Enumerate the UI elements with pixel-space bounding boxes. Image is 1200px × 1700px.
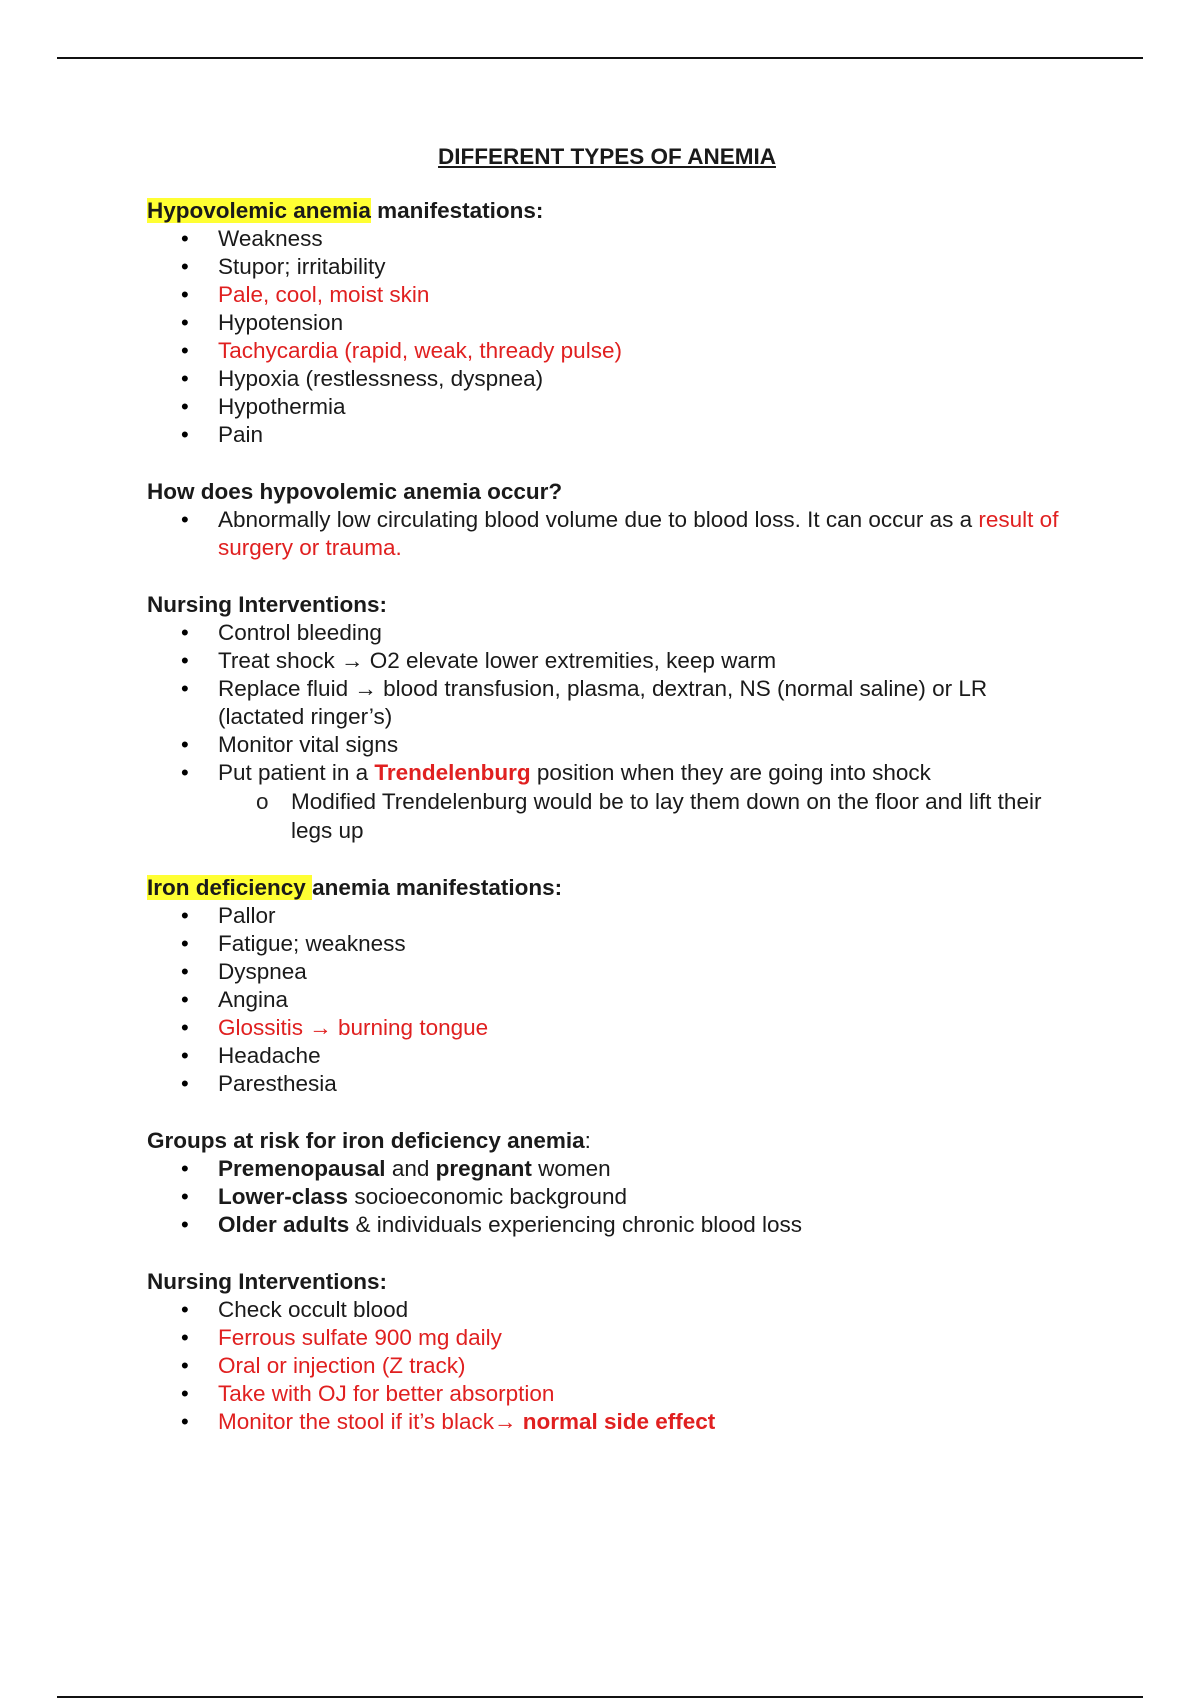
list-item: • Ferrous sulfate 900 mg daily [147,1324,1067,1352]
risk-pregnant: pregnant [435,1156,532,1181]
section-how-occur [147,477,1067,562]
top-rule [57,57,1143,59]
risk-lower-class: Lower-class [218,1184,349,1209]
risk-older-adults: Older adults [218,1212,350,1237]
list-item [147,759,1067,845]
section-nursing-interventions-2 [147,1267,1067,1436]
list-item [147,1211,1067,1239]
page-title: DIFFERENT TYPES OF ANEMIA [438,144,776,169]
section-nursing-interventions-1 [147,590,1067,845]
list-item: • Glossitis → burning tongue [147,1014,1067,1042]
list-item: • Angina [147,986,1067,1014]
heading-iron-rest: anemia manifestations: [312,875,563,900]
risk-premenopausal: Premenopausal [218,1156,386,1181]
list-risk [147,1155,1067,1239]
heading-how-occur: How does hypovolemic anemia occur? [147,479,563,504]
heading-nursing-1: Nursing Interventions: [147,592,388,617]
risk-text: and [385,1156,436,1181]
list-item [147,1408,1067,1436]
list-item: • Control bleeding [147,619,1067,647]
heading-iron [147,873,1067,902]
list-nursing-1 [147,619,1067,845]
list-item: • Hypotension [147,309,1067,337]
heading-risk [147,1126,1067,1155]
list-hypovolemic [147,225,1067,449]
list-item [147,1155,1067,1183]
how-text-red: result of surgery or trauma. [218,507,1059,560]
sub-list-item: o Modified Trendelenburg would be to lay them down on the floor and lift their legs up [147,787,1067,845]
bottom-rule [57,1696,1143,1698]
risk-text: & individuals experiencing chronic blood loss [349,1212,803,1237]
list-item: • Pale, cool, moist skin [147,281,1067,309]
section-iron-manifestations [147,873,1067,1098]
highlight-hypovolemic: Hypovolemic anemia [147,198,371,223]
list-item: • Hypoxia (restlessness, dyspnea) [147,365,1067,393]
stool-bold: normal side effect [522,1409,716,1434]
risk-text: socioeconomic background [348,1184,627,1209]
list-item [147,506,1067,562]
stool-text: Monitor the stool if it’s black→ [218,1409,523,1434]
risk-text: women [531,1156,611,1181]
list-item: • Pallor [147,902,1067,930]
list-item: • Monitor vital signs [147,731,1067,759]
section-hypovolemic-manifestations [147,196,1067,449]
list-how-occur [147,506,1067,562]
list-item: • Take with OJ for better absorption [147,1380,1067,1408]
list-item: • Weakness [147,225,1067,253]
list-item: • Hypothermia [147,393,1067,421]
list-item: • Replace fluid → blood transfusion, plasma, dextran, NS (normal saline) or LR (lactated ringer’s) [147,675,1067,731]
trend-post: position when they are going into shock [530,760,931,785]
how-text: Abnormally low circulating blood volume due to blood loss. It can occur as a [218,507,979,532]
trend-pre: Put patient in a [218,760,375,785]
list-item: • Oral or injection (Z track) [147,1352,1067,1380]
highlight-iron: Iron deficiency [147,875,313,900]
list-item: • Fatigue; weakness [147,930,1067,958]
document-page [147,144,1067,1464]
list-item [147,1183,1067,1211]
heading-nursing-2: Nursing Interventions: [147,1269,388,1294]
sub-list-trendelenburg [218,787,1067,845]
list-item: • Headache [147,1042,1067,1070]
list-item: • Paresthesia [147,1070,1067,1098]
heading-hypovolemic [147,196,1067,225]
list-item: • Check occult blood [147,1296,1067,1324]
heading-risk-colon: : [584,1128,591,1153]
heading-hypovolemic-rest: manifestations: [370,198,544,223]
list-item: • Dyspnea [147,958,1067,986]
list-nursing-2 [147,1296,1067,1436]
list-item: • Treat shock → O2 elevate lower extremities, keep warm [147,647,1067,675]
heading-risk-bold: Groups at risk for iron deficiency anemia [147,1128,585,1153]
list-item: • Stupor; irritability [147,253,1067,281]
list-iron [147,902,1067,1098]
list-item: • Tachycardia (rapid, weak, thready pulse) [147,337,1067,365]
list-item: • Pain [147,421,1067,449]
trendelenburg-term: Trendelenburg [374,760,531,785]
section-risk-groups [147,1126,1067,1239]
